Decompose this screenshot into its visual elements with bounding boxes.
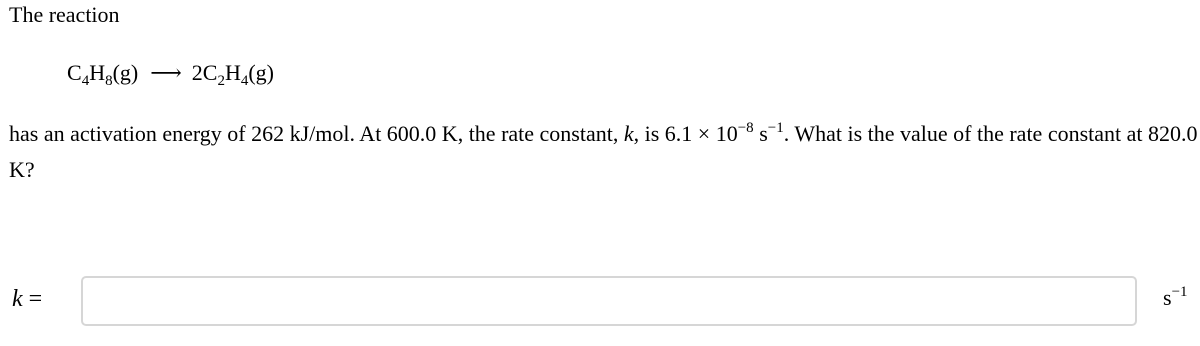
- question-text-2: , is 6.1 × 10: [633, 121, 738, 146]
- problem-question: [9, 116, 1199, 188]
- question-text-1: has an activation energy of 262 kJ/mol. At 600.0 K, the rate constant,: [9, 121, 624, 146]
- product-state: (g): [248, 60, 275, 85]
- reactant-formula: [67, 60, 139, 89]
- rate-constant-symbol: k: [623, 121, 634, 146]
- problem-intro: The reaction: [9, 2, 120, 27]
- answer-input[interactable]: [81, 276, 1137, 326]
- reaction-arrow-icon: ⟶: [150, 60, 182, 85]
- answer-equals-sign: =: [22, 286, 43, 312]
- question-exponent-2: −1: [767, 120, 784, 136]
- reactant-c-subscript: 4: [81, 73, 90, 89]
- answer-k-symbol: k: [12, 286, 23, 312]
- product-c: C: [202, 60, 218, 85]
- reactant-h-subscript: 8: [105, 73, 113, 89]
- product-c-subscript: 2: [217, 73, 225, 89]
- answer-label: [12, 285, 42, 313]
- reactant-c: C: [67, 60, 82, 85]
- question-text-3: s: [753, 121, 768, 146]
- reaction-equation: [67, 59, 274, 87]
- product-formula: [191, 60, 275, 89]
- question-text-4: . What is the value of the rate constant at 820.0 K?: [9, 121, 1198, 182]
- answer-unit: [1163, 284, 1188, 312]
- question-exponent-1: −8: [737, 120, 754, 136]
- product-h: H: [224, 60, 241, 85]
- answer-unit-exponent: −1: [1171, 284, 1188, 300]
- product-h-subscript: 4: [240, 73, 249, 89]
- reactant-state: (g): [112, 60, 139, 85]
- answer-unit-base: s: [1163, 285, 1172, 310]
- reactant-h: H: [89, 60, 106, 85]
- product-coefficient: 2: [191, 60, 203, 85]
